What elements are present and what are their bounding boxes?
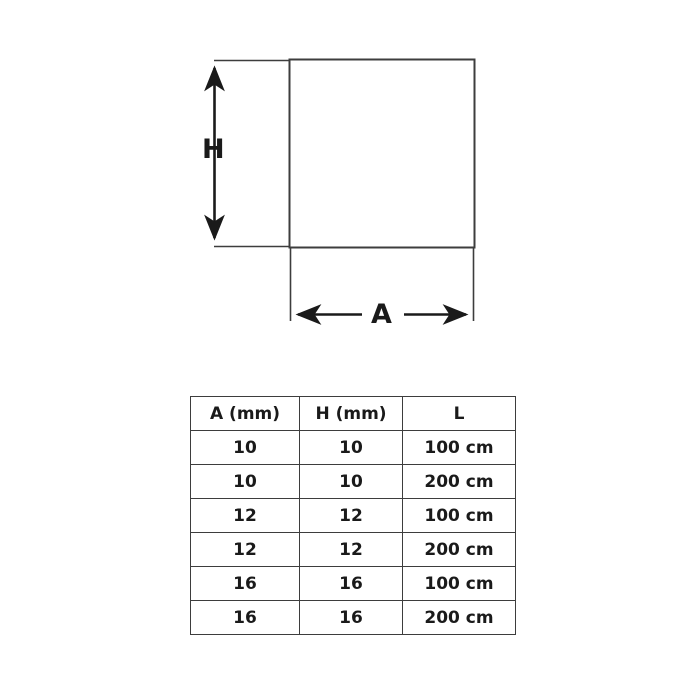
width-dimension-label: A bbox=[371, 299, 393, 330]
cell-h: 16 bbox=[300, 567, 403, 601]
cell-h: 16 bbox=[300, 601, 403, 635]
cell-l: 200 cm bbox=[403, 533, 516, 567]
cell-a: 16 bbox=[191, 567, 300, 601]
cell-a: 12 bbox=[191, 533, 300, 567]
square-profile-outline bbox=[290, 60, 475, 248]
cell-h: 10 bbox=[300, 431, 403, 465]
table-row bbox=[191, 499, 516, 533]
table-row bbox=[191, 601, 516, 635]
table-row bbox=[191, 431, 516, 465]
column-header-l: L bbox=[403, 397, 516, 431]
table-row bbox=[191, 533, 516, 567]
table-row bbox=[191, 465, 516, 499]
cell-h: 10 bbox=[300, 465, 403, 499]
cell-l: 100 cm bbox=[403, 431, 516, 465]
cell-a: 12 bbox=[191, 499, 300, 533]
cell-a: 10 bbox=[191, 465, 300, 499]
height-dimension-label: H bbox=[202, 134, 226, 165]
cell-a: 16 bbox=[191, 601, 300, 635]
specification-table bbox=[190, 396, 516, 635]
cell-a: 10 bbox=[191, 431, 300, 465]
column-header-a: A (mm) bbox=[191, 397, 300, 431]
cell-h: 12 bbox=[300, 533, 403, 567]
cell-l: 100 cm bbox=[403, 499, 516, 533]
table-row bbox=[191, 567, 516, 601]
cell-l: 200 cm bbox=[403, 601, 516, 635]
table-header-row bbox=[191, 397, 516, 431]
cell-l: 100 cm bbox=[403, 567, 516, 601]
column-header-h: H (mm) bbox=[300, 397, 403, 431]
cell-h: 12 bbox=[300, 499, 403, 533]
cell-l: 200 cm bbox=[403, 465, 516, 499]
